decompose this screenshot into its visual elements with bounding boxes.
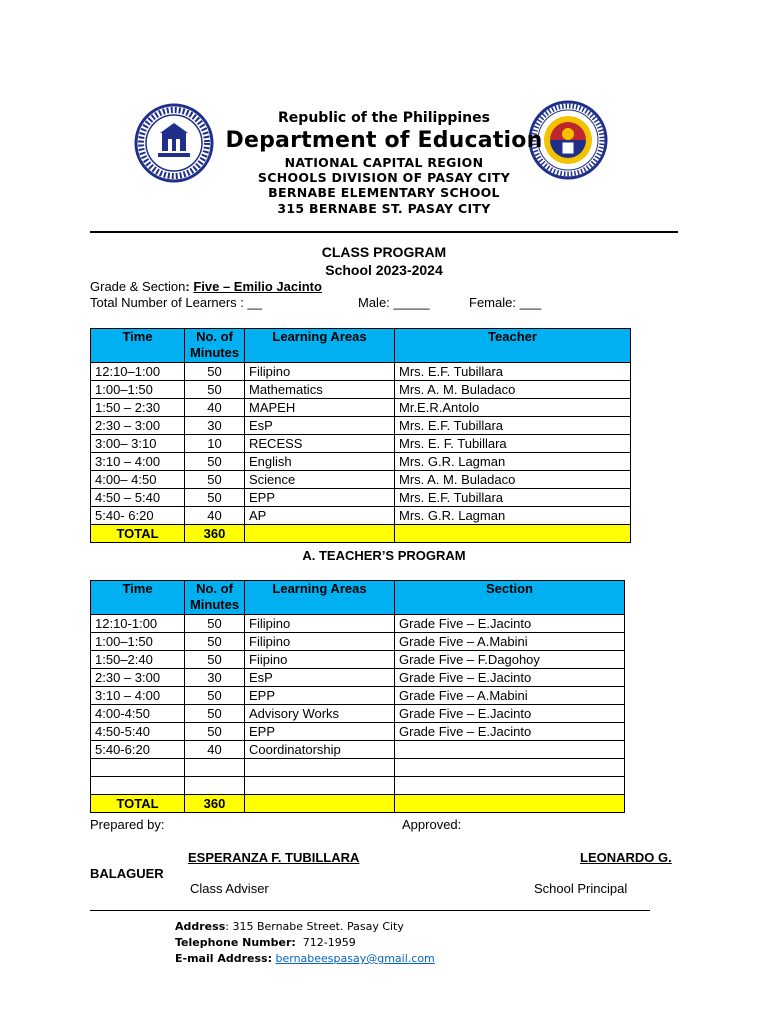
table-row [91, 687, 625, 705]
minutes-cell: 40 [185, 507, 245, 525]
header-learning-areas: Learning Areas [245, 581, 395, 615]
teacher-cell: Mrs. E.F. Tubillara [395, 363, 631, 381]
time-cell: 5:40- 6:20 [91, 507, 185, 525]
header-school: BERNABE ELEMENTARY SCHOOL [268, 185, 500, 200]
minutes-cell: 50 [185, 705, 245, 723]
table-row [91, 669, 625, 687]
learning-area-cell: Fiipino [245, 651, 395, 669]
header-region: NATIONAL CAPITAL REGION [284, 155, 484, 170]
section-cell: Grade Five – E.Jacinto [395, 669, 625, 687]
learning-area-cell: EPP [245, 489, 395, 507]
learners-label: Total Number of Learners : [90, 295, 248, 310]
footer-phone [175, 936, 356, 949]
minutes-cell: 40 [185, 399, 245, 417]
time-cell: 3:00– 3:10 [91, 435, 185, 453]
learning-area-cell: EPP [245, 723, 395, 741]
male-label: Male: [358, 295, 394, 310]
total-empty-cell [245, 795, 395, 813]
preparer-name: ESPERANZA F. TUBILLARA [188, 850, 360, 865]
table-row [91, 453, 631, 471]
time-cell: 4:50-5:40 [91, 723, 185, 741]
female-label: Female: [469, 295, 520, 310]
total-label: TOTAL [91, 795, 185, 813]
address-label: Address [175, 920, 226, 933]
table-row [91, 651, 625, 669]
section-cell [395, 777, 625, 795]
total-empty-cell [245, 525, 395, 543]
total-row [91, 525, 631, 543]
header-republic: Republic of the Philippines [278, 110, 490, 126]
header-time: Time [91, 329, 185, 363]
teacher-program-table [90, 580, 625, 813]
time-cell: 1:00–1:50 [91, 381, 185, 399]
total-learners [90, 295, 262, 310]
learning-area-cell: Advisory Works [245, 705, 395, 723]
section-cell: Grade Five – A.Mabini [395, 687, 625, 705]
table-header-row [91, 329, 631, 363]
header-time: Time [91, 581, 185, 615]
table-row [91, 489, 631, 507]
time-cell: 5:40-6:20 [91, 741, 185, 759]
table-row [91, 741, 625, 759]
school-year: School 2023-2024 [325, 262, 443, 278]
time-cell [91, 759, 185, 777]
time-cell [91, 777, 185, 795]
minutes-cell: 50 [185, 651, 245, 669]
minutes-cell: 50 [185, 489, 245, 507]
footer-divider [90, 910, 650, 911]
minutes-cell: 40 [185, 741, 245, 759]
section-cell [395, 741, 625, 759]
teacher-cell: Mrs. E.F. Tubillara [395, 417, 631, 435]
teacher-cell: Mrs. A. M. Buladaco [395, 381, 631, 399]
time-cell: 1:00–1:50 [91, 633, 185, 651]
teacher-program-heading: A. TEACHER’S PROGRAM [302, 548, 466, 563]
teacher-cell: Mrs. E. F. Tubillara [395, 435, 631, 453]
approver-name-first: LEONARDO G. [580, 850, 672, 865]
table-row [91, 777, 625, 795]
table-header-row [91, 581, 625, 615]
section-cell: Grade Five – E.Jacinto [395, 723, 625, 741]
table-row [91, 399, 631, 417]
total-label: TOTAL [91, 525, 185, 543]
phone-value: 712-1959 [295, 936, 356, 949]
time-cell: 2:30 – 3:00 [91, 417, 185, 435]
minutes-cell: 50 [185, 615, 245, 633]
header-division: SCHOOLS DIVISION OF PASAY CITY [257, 170, 511, 185]
minutes-cell: 50 [185, 453, 245, 471]
teacher-cell: Mr.E.R.Antolo [395, 399, 631, 417]
minutes-cell: 50 [185, 363, 245, 381]
learning-area-cell: Science [245, 471, 395, 489]
email-label: E-mail Address: [175, 952, 272, 965]
learning-area-cell [245, 759, 395, 777]
time-cell: 1:50–2:40 [91, 651, 185, 669]
section-cell: Grade Five – E.Jacinto [395, 705, 625, 723]
teacher-cell: Mrs. A. M. Buladaco [395, 471, 631, 489]
section-cell: Grade Five – F.Dagohoy [395, 651, 625, 669]
learning-area-cell: EPP [245, 687, 395, 705]
minutes-cell: 30 [185, 417, 245, 435]
table-row [91, 381, 631, 399]
header-teacher: Teacher [395, 329, 631, 363]
approver-role: School Principal [534, 881, 628, 896]
header-learning-areas: Learning Areas [245, 329, 395, 363]
learning-area-cell [245, 777, 395, 795]
teacher-cell: Mrs. G.R. Lagman [395, 453, 631, 471]
minutes-cell: 50 [185, 633, 245, 651]
phone-label: Telephone Number: [175, 936, 296, 949]
table-row [91, 633, 625, 651]
minutes-cell: 50 [185, 471, 245, 489]
total-value: 360 [185, 525, 245, 543]
total-empty-cell [395, 795, 625, 813]
table-row [91, 363, 631, 381]
time-cell: 2:30 – 3:00 [91, 669, 185, 687]
class-program-title: CLASS PROGRAM [321, 244, 447, 260]
section-cell: Grade Five – E.Jacinto [395, 615, 625, 633]
minutes-cell: 50 [185, 381, 245, 399]
grade-value: Five – Emilio Jacinto [193, 279, 322, 294]
female-count [469, 295, 541, 310]
total-row [91, 795, 625, 813]
table-row [91, 615, 625, 633]
class-program-table [90, 328, 631, 543]
minutes-cell: 50 [185, 687, 245, 705]
header-section: Section [395, 581, 625, 615]
learning-area-cell: EsP [245, 417, 395, 435]
male-count [358, 295, 430, 310]
minutes-cell: 50 [185, 723, 245, 741]
teacher-cell: Mrs. G.R. Lagman [395, 507, 631, 525]
time-cell: 3:10 – 4:00 [91, 687, 185, 705]
section-cell [395, 759, 625, 777]
time-cell: 4:50 – 5:40 [91, 489, 185, 507]
header-address: 315 BERNABE ST. PASAY CITY [277, 201, 491, 216]
minutes-cell [185, 759, 245, 777]
header-department: Department of Education [225, 128, 543, 153]
learning-area-cell: Filipino [245, 363, 395, 381]
table-row [91, 759, 625, 777]
minutes-cell [185, 777, 245, 795]
male-value: _____ [393, 295, 430, 310]
approved-label: Approved: [402, 817, 462, 832]
time-cell: 4:00-4:50 [91, 705, 185, 723]
time-cell: 4:00– 4:50 [91, 471, 185, 489]
teacher-cell: Mrs. E.F. Tubillara [395, 489, 631, 507]
time-cell: 12:10-1:00 [91, 615, 185, 633]
minutes-cell: 10 [185, 435, 245, 453]
learning-area-cell: MAPEH [245, 399, 395, 417]
learning-area-cell: Coordinatorship [245, 741, 395, 759]
total-value: 360 [185, 795, 245, 813]
total-empty-cell [395, 525, 631, 543]
table-row [91, 507, 631, 525]
header-divider [90, 231, 678, 233]
time-cell: 12:10–1:00 [91, 363, 185, 381]
address-value: : 315 Bernabe Street. Pasay City [225, 920, 404, 933]
time-cell: 1:50 – 2:30 [91, 399, 185, 417]
learning-area-cell: AP [245, 507, 395, 525]
approver-name-last: BALAGUER [90, 866, 164, 881]
footer-address [175, 920, 404, 933]
table-row [91, 705, 625, 723]
minutes-cell: 30 [185, 669, 245, 687]
learners-value: __ [247, 295, 262, 310]
table-row [91, 723, 625, 741]
learning-area-cell: English [245, 453, 395, 471]
prepared-by-label: Prepared by: [90, 817, 165, 832]
table-row [91, 435, 631, 453]
preparer-role: Class Adviser [190, 881, 269, 896]
header-minutes: No. of Minutes [185, 581, 245, 615]
header-minutes: No. of Minutes [185, 329, 245, 363]
table-row [91, 417, 631, 435]
time-cell: 3:10 – 4:00 [91, 453, 185, 471]
learning-area-cell: Filipino [245, 633, 395, 651]
learning-area-cell: Mathematics [245, 381, 395, 399]
grade-label: Grade & Section [90, 279, 186, 294]
table-row [91, 471, 631, 489]
email-link[interactable]: bernabeespasay@gmail.com [275, 952, 435, 965]
footer-email [175, 952, 435, 965]
female-value: ___ [519, 295, 542, 310]
learning-area-cell: Filipino [245, 615, 395, 633]
learning-area-cell: EsP [245, 669, 395, 687]
learning-area-cell: RECESS [245, 435, 395, 453]
grade-section: Grade & Section: Five – Emilio Jacinto [90, 279, 322, 294]
section-cell: Grade Five – A.Mabini [395, 633, 625, 651]
